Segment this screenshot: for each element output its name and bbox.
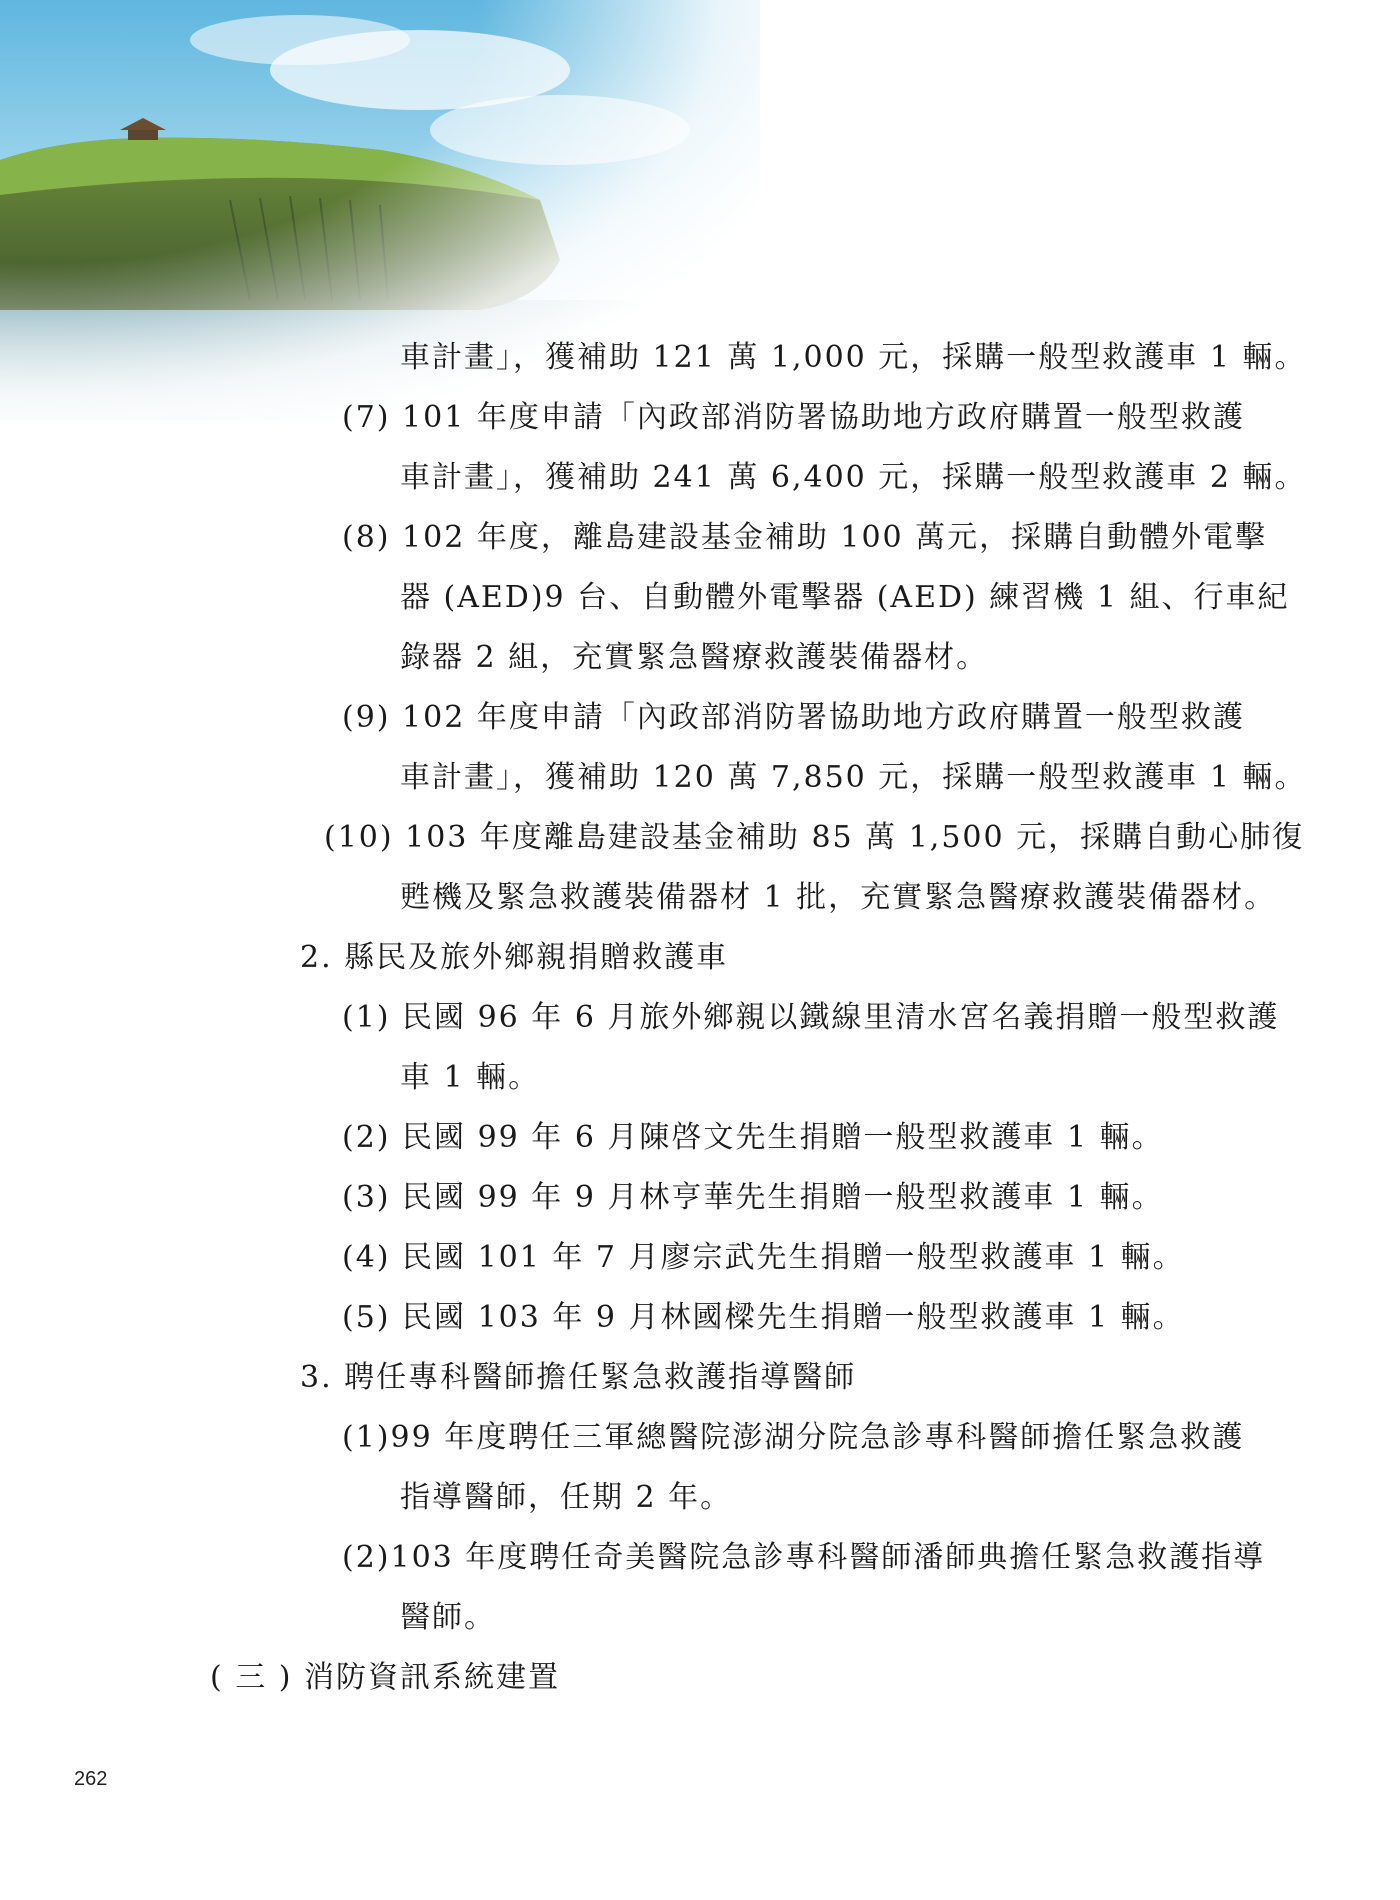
section-heading: ( 三 ) 消防資訊系統建置 [210, 1660, 561, 1695]
list-item: (7) 101 年度申請「內政部消防署協助地方政府購置一般型救護 [342, 400, 1245, 435]
text-line: 醫師。 [400, 1600, 496, 1635]
list-item: (4) 民國 101 年 7 月廖宗武先生捐贈一般型救護車 1 輛。 [342, 1240, 1185, 1275]
list-item: (9) 102 年度申請「內政部消防署協助地方政府購置一般型救護 [342, 700, 1245, 735]
list-item: (1)99 年度聘任三軍總醫院澎湖分院急診專科醫師擔任緊急救護 [342, 1420, 1245, 1455]
subsection-heading: 2. 縣民及旅外鄉親捐贈救護車 [300, 940, 729, 975]
subsection-heading: 3. 聘任專科醫師擔任緊急救護指導醫師 [300, 1360, 857, 1395]
list-item: (8) 102 年度，離島建設基金補助 100 萬元，採購自動體外電擊 [342, 520, 1268, 555]
text-line: 車 1 輛。 [400, 1060, 541, 1095]
text-line: 車計畫」，獲補助 241 萬 6,400 元，採購一般型救護車 2 輛。 [400, 460, 1307, 495]
list-item: (1) 民國 96 年 6 月旅外鄉親以鐵線里清水宮名義捐贈一般型救護 [342, 1000, 1280, 1035]
list-item: (2)103 年度聘任奇美醫院急診專科醫師潘師典擔任緊急救護指導 [342, 1540, 1266, 1575]
text-line: 器 (AED)9 台、自動體外電擊器 (AED) 練習機 1 組、行車紀 [400, 580, 1290, 615]
list-item: (10) 103 年度離島建設基金補助 85 萬 1,500 元，採購自動心肺復 [324, 820, 1305, 855]
page-number: 262 [74, 1768, 108, 1790]
text-line: 甦機及緊急救護裝備器材 1 批，充實緊急醫療救護裝備器材。 [400, 880, 1277, 915]
text-line: 指導醫師，任期 2 年。 [400, 1480, 733, 1515]
text-line: 車計畫」，獲補助 121 萬 1,000 元，採購一般型救護車 1 輛。 [400, 340, 1307, 375]
list-item: (5) 民國 103 年 9 月林國樑先生捐贈一般型救護車 1 輛。 [342, 1300, 1185, 1335]
list-item: (3) 民國 99 年 9 月林亨華先生捐贈一般型救護車 1 輛。 [342, 1180, 1164, 1215]
list-item: (2) 民國 99 年 6 月陳啓文先生捐贈一般型救護車 1 輛。 [342, 1120, 1164, 1155]
text-line: 車計畫」，獲補助 120 萬 7,850 元，採購一般型救護車 1 輛。 [400, 760, 1307, 795]
text-line: 錄器 2 組，充實緊急醫療救護裝備器材。 [400, 640, 989, 675]
